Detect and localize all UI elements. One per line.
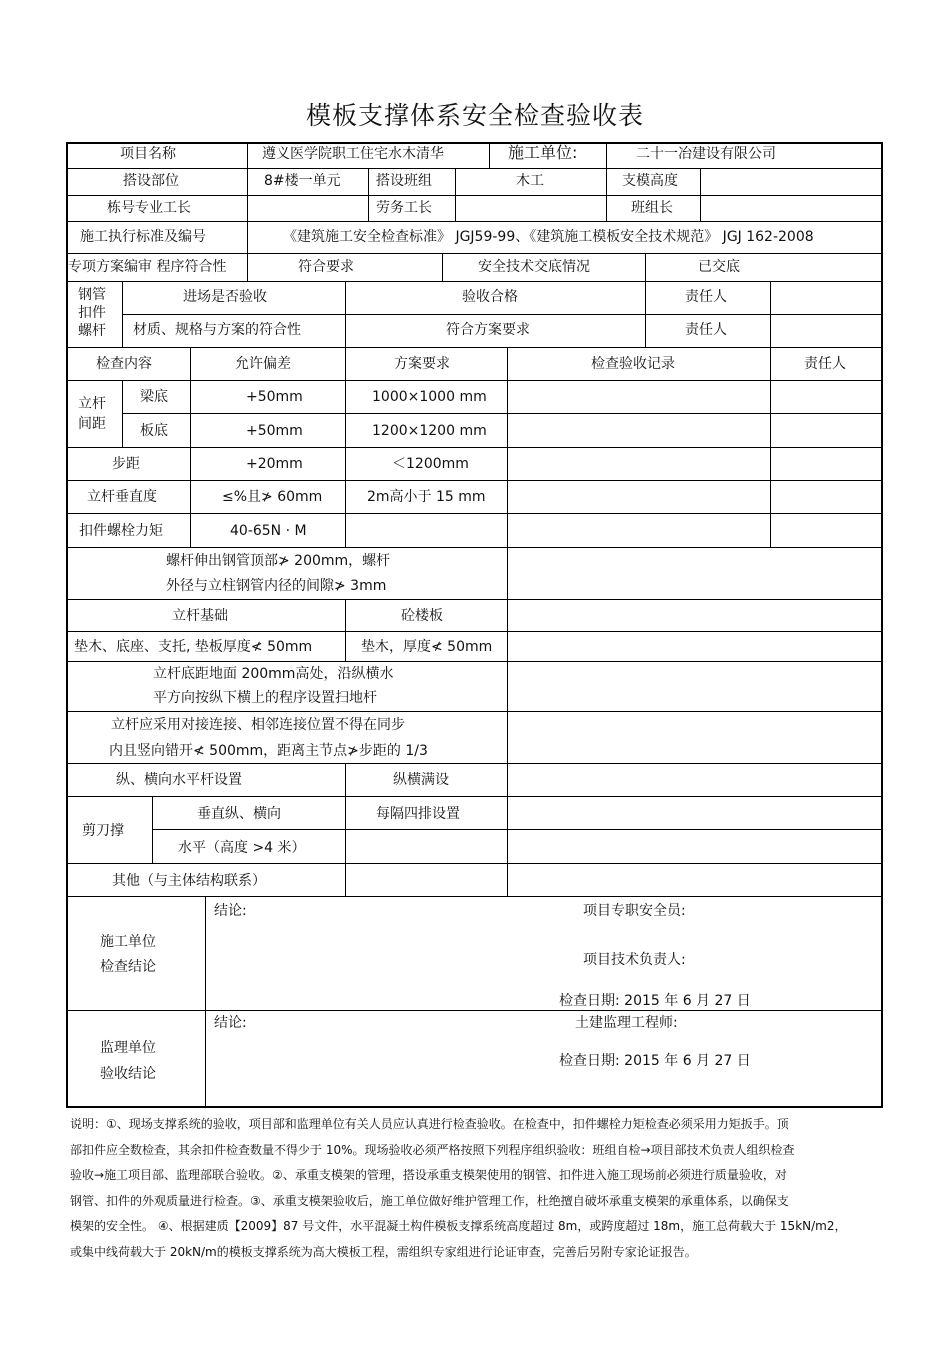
notes [70, 1112, 900, 1265]
supervision-engineer-label: 土建监理工程师: [575, 1015, 678, 1031]
page-title: 模板支撑体系安全检查验收表 [305, 101, 644, 130]
beam-bottom-tolerance: +50mm [246, 389, 303, 405]
splice-line-2: 内且竖向错开≮ 500mm，距离主节点≯步距的 1/3 [109, 743, 428, 759]
bracing-vertical-value: 每隔四排设置 [376, 806, 460, 822]
beam-bottom-plan: 1000×1000 mm [372, 389, 487, 405]
pole-spacing-label-2: 间距 [78, 416, 106, 432]
materials-row-item: 进场是否验收 [183, 289, 267, 305]
bracing-horizontal-label: 水平（高度 >4 米） [178, 840, 306, 856]
contractor-label: 施工单位: [508, 143, 578, 162]
step-label: 步距 [112, 456, 140, 472]
briefing-label: 安全技术交底情况 [478, 259, 590, 275]
materials-row-responsible-label: 责任人 [685, 289, 727, 305]
construction-conclusion-label-2: 检查结论 [100, 959, 156, 975]
pole-spacing-label-1: 立杆 [78, 396, 106, 412]
slab-bottom-label: 板底 [140, 423, 168, 439]
construction-conclusion-field: 结论: [214, 903, 247, 919]
standard-label: 施工执行标准及编号 [80, 229, 206, 245]
step-tolerance: +20mm [246, 456, 303, 472]
team-leader-label: 班组长 [631, 200, 673, 216]
bracing-vertical-label: 垂直纵、横向 [197, 806, 281, 822]
column-header-responsible: 责任人 [804, 356, 846, 372]
pads-requirement: 垫木、底座、支托, 垫板厚度≮ 50mm [74, 639, 313, 655]
foundation-value: 砼楼板 [401, 608, 443, 624]
screw-requirement-line-2: 外径与立柱钢管内径的间隙≯ 3mm [166, 578, 387, 594]
column-header-tolerance: 允许偏差 [235, 356, 291, 372]
location-value: 8#楼一单元 [264, 173, 341, 189]
step-plan: ＜1200mm [392, 456, 469, 472]
contractor-value: 二十一冶建设有限公司 [636, 146, 776, 162]
construction-conclusion-label-1: 施工单位 [100, 934, 156, 950]
supervision-conclusion-field: 结论: [214, 1015, 247, 1031]
safety-officer-label: 项目专职安全员: [583, 903, 686, 919]
location-label: 搭设部位 [123, 173, 179, 189]
verticality-label: 立杆垂直度 [87, 489, 157, 505]
horizontal-rods-value: 纵横满设 [393, 772, 449, 788]
note-line: 部扣件应全数检查，其余扣件检查数量不得少于 10%。现场验收必须严格按照下列程序组织验收：班组自检→项目部技术负责人组织检查 [70, 1142, 795, 1157]
supervision-conclusion-label-1: 监理单位 [100, 1040, 156, 1056]
standard-value: 《建筑施工安全检查标准》 JGJ59-99、《建筑施工模板安全技术规范》 JGJ 162-2008 [283, 229, 814, 245]
materials-row-item: 材质、规格与方案的符合性 [133, 322, 301, 338]
tech-lead-label: 项目技术负责人: [583, 952, 686, 968]
materials-label-1: 钢管 [78, 287, 106, 303]
supervision-conclusion-label-2: 验收结论 [100, 1066, 156, 1082]
column-header-plan: 方案要求 [394, 356, 450, 372]
slab-bottom-plan: 1200×1200 mm [372, 423, 487, 439]
splice-line-1: 立杆应采用对接连接、相邻连接位置不得在同步 [111, 717, 405, 733]
project-name-value: 遵义医学院职工住宅水木清华 [262, 146, 444, 162]
torque-label: 扣件螺栓力矩 [79, 523, 163, 539]
project-name-label: 项目名称 [120, 146, 176, 162]
materials-row-result: 验收合格 [462, 289, 518, 305]
labor-foreman-label: 劳务工长 [376, 200, 432, 216]
screw-requirement-line-1: 螺杆伸出钢管顶部≯ 200mm，螺杆 [166, 553, 391, 569]
slab-bottom-tolerance: +50mm [246, 423, 303, 439]
sweep-rod-line-2: 平方向按纵下横上的程序设置扫地杆 [153, 690, 377, 706]
plan-value: 符合要求 [298, 259, 354, 275]
materials-row-responsible-label: 责任人 [685, 322, 727, 338]
verticality-tolerance: ≤%且≯ 60mm [222, 489, 323, 505]
materials-row-result: 符合方案要求 [446, 322, 530, 338]
note-line: 或集中线荷载大于 20kN/m的模板支撑系统为高大模板工程，需组织专家组进行论证审查，完善后另附专家论证报告。 [70, 1244, 697, 1259]
materials-label-3: 螺杆 [78, 323, 106, 339]
pads-value: 垫木，厚度≮ 50mm [361, 639, 493, 655]
foreman-label: 栋号专业工长 [107, 200, 191, 216]
note-line: 钢管、扣件的外观质量进行检查。③、承重支模架验收后，施工单位做好维护管理工作，杜绝擅自破坏承重支模架的承重体系，以确保支 [70, 1193, 789, 1208]
note-line: 验收→施工项目部、监理部联合验收。②、承重支模架的管理，搭设承重支模架使用的钢管、扣件进入施工现场前必须进行质量验收，对 [70, 1168, 787, 1182]
other-label: 其他（与主体结构联系） [112, 873, 266, 889]
beam-bottom-label: 梁底 [140, 389, 168, 405]
team-label: 搭设班组 [376, 173, 432, 189]
plan-label: 专项方案编审 程序符合性 [68, 259, 227, 275]
height-label: 支模高度 [622, 173, 678, 189]
column-header-content: 检查内容 [96, 356, 152, 372]
column-header-record: 检查验收记录 [591, 356, 675, 372]
briefing-value: 已交底 [698, 259, 740, 275]
construction-inspection-date: 检查日期: 2015 年 6 月 27 日 [559, 993, 751, 1009]
team-value: 木工 [516, 173, 544, 189]
torque-tolerance: 40-65N · M [230, 523, 307, 539]
note-line: 说明：①、现场支撑系统的验收，项目部和监理单位有关人员应认真进行检查验收。在检查中，扣件螺栓力矩检查必须采用力矩扳手。顶 [70, 1117, 789, 1131]
sweep-rod-line-1: 立杆底距地面 200mm高处，沿纵横水 [153, 666, 394, 682]
horizontal-rods-label: 纵、横向水平杆设置 [116, 772, 242, 788]
verticality-plan: 2m高小于 15 mm [367, 489, 486, 505]
note-line: 模架的安全性。 ④、根据建质【2009】87 号文件，水平混凝土构件模板支撑系统高度超过 8m，或跨度超过 18m，施工总荷载大于 15kN/m2， [70, 1219, 847, 1233]
materials-label-2: 扣件 [78, 305, 106, 321]
supervision-inspection-date: 检查日期: 2015 年 6 月 27 日 [559, 1053, 751, 1069]
foundation-label: 立杆基础 [172, 608, 228, 624]
bracing-label: 剪刀撑 [82, 823, 124, 839]
